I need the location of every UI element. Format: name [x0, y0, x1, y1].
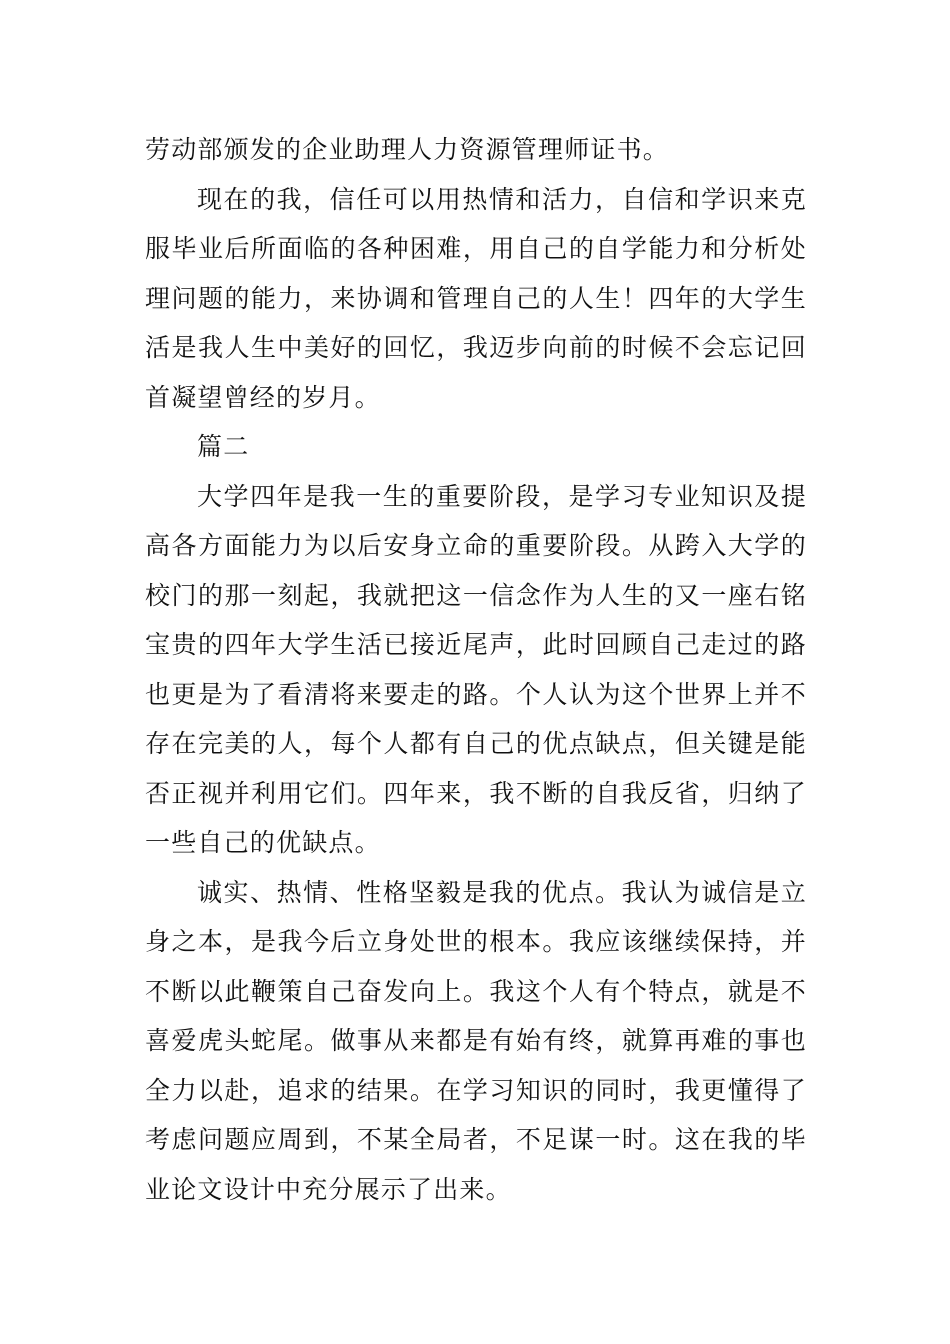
- section-heading-pian-er: 篇二: [197, 432, 250, 461]
- paragraph-strengths: 诚实、热情、性格坚毅是我的优点。我认为诚信是立身之本，是我今后立身处世的根本。我应该继续保持，并不断以此鞭策自己奋发向上。我这个人有个特点，就是不喜爱虎头蛇尾。做事从来都是有始有终，就算再难的事也全力以赴，追求的结果。在学习知识的同时，我更懂得了考虑问题应周到，不某全局者，不足谋一时。这在我的毕业论文设计中充分展示了出来。: [145, 877, 807, 1204]
- paragraph-continuation: 劳动部颁发的企业助理人力资源管理师证书。: [145, 135, 670, 164]
- paragraph-university-years: 大学四年是我一生的重要阶段，是学习专业知识及提高各方面能力为以后安身立命的重要阶段。从跨入大学的校门的那一刻起，我就把这一信念作为人生的又一座右铭宝贵的四年大学生活已接近尾声，此时回顾自己走过的路也更是为了看清将来要走的路。个人认为这个世界上并不存在完美的人，每个人都有自己的优点缺点，但关键是能否正视并利用它们。四年来，我不断的自我反省，归纳了一些自己的优缺点。: [145, 481, 807, 857]
- paragraph-current-self: 现在的我，信任可以用热情和活力，自信和学识来克服毕业后所面临的各种困难，用自己的自学能力和分析处理问题的能力，来协调和管理自己的人生！四年的大学生活是我人生中美好的回忆，我迈步向前的时候不会忘记回首凝望曾经的岁月。: [145, 184, 807, 412]
- document-body: [145, 125, 807, 1214]
